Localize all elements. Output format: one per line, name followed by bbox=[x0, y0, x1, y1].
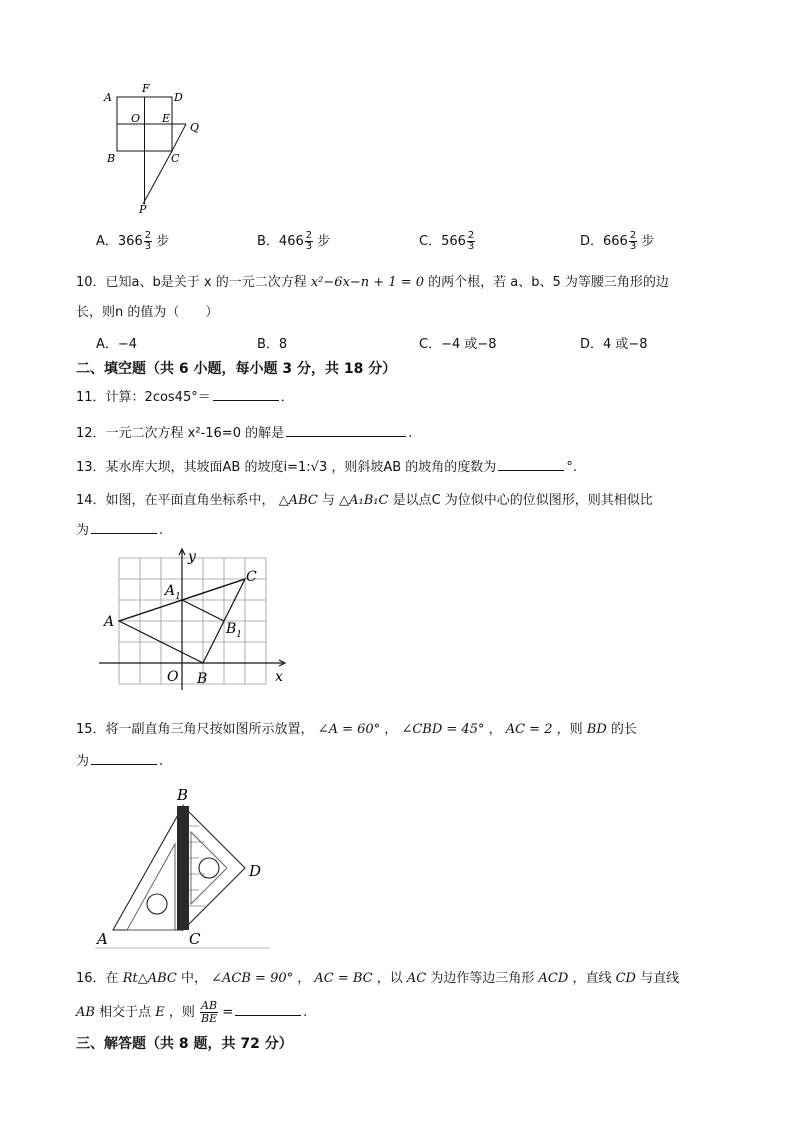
q9-option-d[interactable]: D．666 $\frac{2}{3}$ 步 bbox=[580, 230, 655, 252]
q10-option-d[interactable]: D．4 或−8 bbox=[580, 337, 648, 352]
q16-line2: AB 相交于点 E ，则 $\frac{AB}{BE}$ = . bbox=[76, 999, 308, 1025]
q10-line1: 10．已知a、b是关于 x 的一元二次方程 x²−6x−n + 1 = 0 的两个根，若 a、b、5 为等腰三角形的边 bbox=[76, 275, 669, 290]
section-3-heading: 三、解答题（共 8 题，共 72 分） bbox=[76, 1036, 293, 1052]
q13: 13．某水库大坝，其坡面AB 的坡度i=1:√3 ，则斜坡AB 的坡角的度数为 °. bbox=[76, 460, 577, 475]
q11-answer-blank[interactable] bbox=[213, 388, 279, 401]
fig1-label-b: B bbox=[107, 152, 116, 165]
q13-answer-blank[interactable] bbox=[498, 458, 564, 471]
q10-option-c[interactable]: C．−4 或−8 bbox=[419, 337, 497, 352]
q10-line2: 长，则n 的值为（ ） bbox=[76, 305, 219, 320]
q10-option-a[interactable]: A．−4 bbox=[96, 337, 138, 352]
q12: 12．一元二次方程 x²-16=0 的解是 . bbox=[76, 426, 413, 441]
q14-line1: 14．如图，在平面直角坐标系中， △ABC 与 △A₁B₁C 是以点C 为位似中心的位似图形，则其相似比 bbox=[76, 493, 653, 508]
fig1-label-q: Q bbox=[190, 121, 200, 134]
fig1-label-f: F bbox=[142, 82, 150, 95]
fig2-label-x: x bbox=[275, 669, 283, 685]
q10-equation: x²−6x−n + 1 = 0 bbox=[310, 275, 425, 290]
section-2-heading: 二、填空题（共 6 小题，每小题 3 分，共 18 分） bbox=[76, 361, 397, 377]
q16-line1: 16．在 Rt△ABC 中， ∠ACB = 90° ， AC = BC ，以 AC 为边作等边三角形 ACD ，直线 CD 与直线 bbox=[76, 971, 680, 986]
fig1-label-e: E bbox=[162, 112, 171, 125]
fig2-label-a1: $A_1$ bbox=[165, 583, 181, 602]
fig3-label-a: A bbox=[97, 930, 108, 948]
fig1-label-a: A bbox=[104, 91, 112, 104]
q11: 11．计算：2cos45°＝ ． bbox=[76, 390, 294, 405]
fig2-label-b: B bbox=[197, 671, 208, 687]
fig1-label-c: C bbox=[171, 152, 180, 165]
q15-answer-blank[interactable] bbox=[91, 752, 157, 765]
q12-answer-blank[interactable] bbox=[286, 424, 406, 437]
q15-line1: 15．将一副直角三角尺按如图所示放置， ∠A = 60° ， ∠CBD = 45° ， AC = 2 ，则 BD 的长 bbox=[76, 722, 637, 737]
fig3-label-c: C bbox=[189, 930, 201, 948]
fig1-label-d: D bbox=[174, 91, 183, 104]
q16-answer-blank[interactable] bbox=[235, 1003, 301, 1016]
q14-answer-blank[interactable] bbox=[91, 521, 157, 534]
q15-line2: 为 . bbox=[76, 754, 164, 769]
fig2-label-o: O bbox=[167, 669, 179, 685]
q9-option-c[interactable]: C．566 $\frac{2}{3}$ bbox=[419, 230, 475, 252]
q10-option-b[interactable]: B．8 bbox=[257, 337, 288, 352]
fig2-label-a: A bbox=[104, 614, 115, 630]
fig2-label-y: y bbox=[188, 549, 196, 565]
q14-line2: 为 . bbox=[76, 523, 164, 538]
q16-fraction: $\frac{AB}{BE}$ bbox=[201, 999, 218, 1025]
fig1-label-p: P bbox=[139, 203, 147, 215]
figure-grid-pq bbox=[100, 80, 210, 215]
fig2-label-b1: $B_1$ bbox=[226, 621, 243, 640]
q9-option-a[interactable]: A．366 $\frac{2}{3}$ 步 bbox=[96, 230, 170, 252]
fig3-label-b: B bbox=[177, 786, 189, 804]
q9-option-b[interactable]: B．466 $\frac{2}{3}$ 步 bbox=[257, 230, 331, 252]
fig3-label-d: D bbox=[249, 862, 262, 880]
fig1-label-o: O bbox=[131, 112, 141, 125]
figure-coordinate-grid bbox=[95, 545, 295, 695]
fig2-label-c: C bbox=[246, 569, 257, 585]
figure-set-squares bbox=[95, 782, 275, 950]
